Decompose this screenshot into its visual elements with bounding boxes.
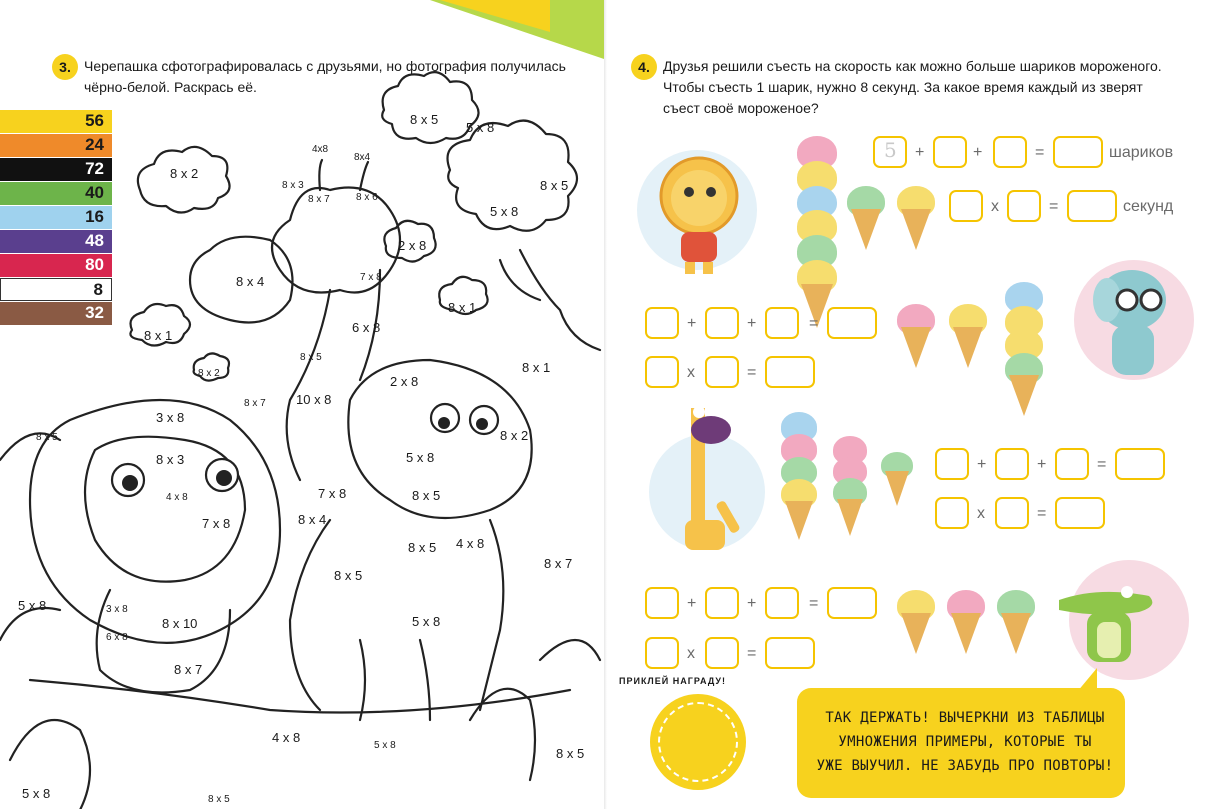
answer-box[interactable] bbox=[645, 307, 679, 339]
palette-value: 80 bbox=[85, 255, 104, 274]
label-cloud: 2 x 8 bbox=[398, 238, 427, 253]
label-zebra: 8 x 2 bbox=[500, 428, 529, 443]
answer-box[interactable] bbox=[993, 136, 1027, 168]
equals-sign: = bbox=[747, 645, 757, 662]
label-giraffe: 8 x 7 bbox=[308, 194, 330, 205]
label-lion: 3 x 8 bbox=[156, 410, 185, 425]
answer-box[interactable] bbox=[933, 136, 967, 168]
times-sign: x bbox=[687, 645, 695, 662]
answer-box[interactable] bbox=[645, 587, 679, 619]
label-cloud: 8 x 5 bbox=[410, 112, 439, 127]
label-giraffe: 7 x 8 bbox=[360, 272, 382, 283]
label-zebra: 2 x 8 bbox=[390, 374, 419, 389]
answer-box[interactable] bbox=[765, 587, 799, 619]
task-number: 3. bbox=[59, 59, 71, 75]
answer-box[interactable] bbox=[995, 448, 1029, 480]
label-cloud: 8 x 1 bbox=[448, 300, 477, 315]
times-sign: x bbox=[991, 198, 999, 215]
answer-box[interactable] bbox=[705, 356, 739, 388]
plus-sign: + bbox=[977, 456, 987, 473]
label-giraffe: 10 x 8 bbox=[296, 392, 332, 407]
plus-sign: + bbox=[687, 595, 697, 612]
ice-cream-cone bbox=[851, 209, 881, 250]
palette-value: 56 bbox=[85, 111, 104, 130]
giraffe-neck bbox=[287, 270, 380, 480]
plus-sign: + bbox=[687, 315, 697, 332]
label-lion: 4 x 8 bbox=[166, 492, 188, 503]
answer-box[interactable] bbox=[827, 307, 877, 339]
palette-value: 24 bbox=[85, 135, 104, 154]
bubble-line-1: ТАК ДЕРЖАТЬ! ВЫЧЕРКНИ ИЗ ТАБЛИЦЫ bbox=[825, 710, 1105, 726]
sticker-dashed-border bbox=[658, 702, 738, 782]
times-sign: x bbox=[977, 505, 985, 522]
sticker-label: ПРИКЛЕЙ НАГРАДУ! bbox=[619, 676, 726, 686]
task-line-2: Чтобы съесть 1 шарик, нужно 8 секунд. За какое время каждый из зверят bbox=[663, 79, 1143, 95]
label-background: 8 x 7 bbox=[544, 556, 573, 571]
answer-box[interactable] bbox=[1053, 136, 1103, 168]
palette-value: 48 bbox=[85, 231, 104, 250]
answer-box[interactable] bbox=[1055, 497, 1105, 529]
label-background: 8 x 5 bbox=[208, 794, 230, 805]
answer-box[interactable] bbox=[765, 307, 799, 339]
answer-box[interactable] bbox=[935, 448, 969, 480]
equals-sign: = bbox=[747, 364, 757, 381]
label-lion: 8 x 7 bbox=[174, 662, 203, 677]
answer-box[interactable] bbox=[645, 356, 679, 388]
plus-sign: + bbox=[915, 144, 925, 161]
label-background: 5 x 8 bbox=[18, 598, 47, 613]
task-line-1: Друзья решили съесть на скорость как можно больше шариков мороженого. bbox=[663, 58, 1162, 74]
answer-box[interactable] bbox=[827, 587, 877, 619]
answer-box[interactable] bbox=[935, 497, 969, 529]
plus-sign: + bbox=[973, 144, 983, 161]
equals-sign: = bbox=[1097, 456, 1107, 473]
palette-value: 40 bbox=[85, 183, 104, 202]
label-giraffe: 8 x 5 bbox=[300, 352, 322, 363]
label-zebra: 8 x 4 bbox=[298, 512, 327, 527]
answer-box[interactable] bbox=[705, 307, 739, 339]
answer-box[interactable] bbox=[1055, 448, 1089, 480]
ice-cream-cone bbox=[785, 501, 813, 540]
tree-branch bbox=[500, 250, 600, 350]
ice-cream-cone bbox=[901, 209, 931, 250]
task-line-2: чёрно-белой. Раскрась её. bbox=[84, 79, 257, 95]
label-giraffe: 8 x 4 bbox=[236, 274, 265, 289]
answer-box[interactable] bbox=[645, 637, 679, 669]
label-background: 8 x 1 bbox=[522, 360, 551, 375]
word-seconds: секунд bbox=[1123, 198, 1174, 215]
label-giraffe: 8x4 bbox=[354, 152, 371, 163]
ice-cream-cone bbox=[901, 613, 931, 654]
label-tree: 5 x 8 bbox=[490, 204, 519, 219]
label-lion: 6 x 8 bbox=[106, 632, 128, 643]
equals-sign: = bbox=[1049, 198, 1059, 215]
ice-cream-cone bbox=[1009, 375, 1039, 416]
task-number: 4. bbox=[638, 59, 650, 75]
palette-value: 32 bbox=[85, 303, 104, 322]
label-giraffe: 6 x 8 bbox=[352, 320, 381, 335]
palette-value: 72 bbox=[85, 159, 104, 178]
cloud-outline bbox=[382, 72, 478, 143]
label-lion: 7 x 8 bbox=[202, 516, 231, 531]
label-giraffe: 8 x 6 bbox=[356, 192, 378, 203]
equals-sign: = bbox=[809, 315, 819, 332]
plus-sign: + bbox=[747, 315, 757, 332]
answer-box[interactable] bbox=[765, 356, 815, 388]
label-zebra: 4 x 8 bbox=[456, 536, 485, 551]
answer-box[interactable] bbox=[1007, 190, 1041, 222]
answer-box[interactable] bbox=[705, 587, 739, 619]
answer-box[interactable] bbox=[1115, 448, 1165, 480]
times-sign: x bbox=[687, 364, 695, 381]
equals-sign: = bbox=[1037, 505, 1047, 522]
equals-sign: = bbox=[809, 595, 819, 612]
example-answer: 5 bbox=[884, 138, 897, 162]
label-zebra: 8 x 5 bbox=[412, 488, 441, 503]
label-cloud: 8 x 2 bbox=[170, 166, 199, 181]
label-giraffe: 8 x 3 bbox=[282, 180, 304, 191]
ice-cream-cone bbox=[901, 327, 931, 368]
plus-sign: + bbox=[1037, 456, 1047, 473]
label-background: 4 x 8 bbox=[272, 730, 301, 745]
label-zebra: 8 x 5 bbox=[334, 568, 363, 583]
label-zebra: 8 x 5 bbox=[408, 540, 437, 555]
speech-bubble-text bbox=[809, 706, 1121, 778]
ice-cream-cone bbox=[885, 471, 909, 506]
label-cloud: 5 x 8 bbox=[466, 120, 495, 135]
right-page bbox=[607, 0, 1214, 809]
ice-cream-cone bbox=[953, 327, 983, 368]
reward-sticker-spot[interactable] bbox=[650, 694, 746, 790]
plus-sign: + bbox=[747, 595, 757, 612]
label-cloud: 8 x 2 bbox=[198, 368, 220, 379]
ice-cream-cone bbox=[951, 613, 981, 654]
label-lion: 3 x 8 bbox=[106, 604, 128, 615]
bubble-line-2: УМНОЖЕНИЯ ПРИМЕРЫ, КОТОРЫЕ ТЫ bbox=[838, 734, 1092, 750]
answer-box[interactable] bbox=[765, 637, 815, 669]
task-line-3: съест своё мороженое? bbox=[663, 100, 819, 116]
label-lion: 8 x 7 bbox=[244, 398, 266, 409]
label-background: 5 x 8 bbox=[374, 740, 396, 751]
answer-box[interactable] bbox=[995, 497, 1029, 529]
ice-cream-cone bbox=[1001, 613, 1031, 654]
answer-box[interactable] bbox=[949, 190, 983, 222]
label-zebra: 5 x 8 bbox=[406, 450, 435, 465]
word-scoops: шариков bbox=[1109, 144, 1174, 161]
ice-cream-cone bbox=[837, 499, 863, 536]
speech-bubble bbox=[797, 688, 1125, 798]
label-tree: 8 x 5 bbox=[540, 178, 569, 193]
answer-box[interactable] bbox=[705, 637, 739, 669]
giraffe-horn bbox=[319, 160, 368, 190]
label-background: 8 x 5 bbox=[556, 746, 585, 761]
label-zebra: 7 x 8 bbox=[318, 486, 347, 501]
label-background: 5 x 8 bbox=[22, 786, 51, 801]
label-zebra: 5 x 8 bbox=[412, 614, 441, 629]
label-giraffe: 4x8 bbox=[312, 144, 329, 155]
label-lion: 8 x 3 bbox=[156, 452, 185, 467]
answer-box[interactable] bbox=[1067, 190, 1117, 222]
label-lion: 8 x 5 bbox=[36, 432, 58, 443]
task-line-1: Черепашка сфотографировалась с друзьями, но фотография получилась bbox=[84, 58, 566, 74]
palette-value: 16 bbox=[85, 207, 104, 226]
palette-value: 8 bbox=[93, 280, 103, 299]
bubble-line-3: УЖЕ ВЫУЧИЛ. НЕ ЗАБУДЬ ПРО ПОВТОРЫ! bbox=[816, 758, 1114, 774]
equals-sign: = bbox=[1035, 144, 1045, 161]
label-cloud: 8 x 1 bbox=[144, 328, 173, 343]
label-lion: 8 x 10 bbox=[162, 616, 198, 631]
